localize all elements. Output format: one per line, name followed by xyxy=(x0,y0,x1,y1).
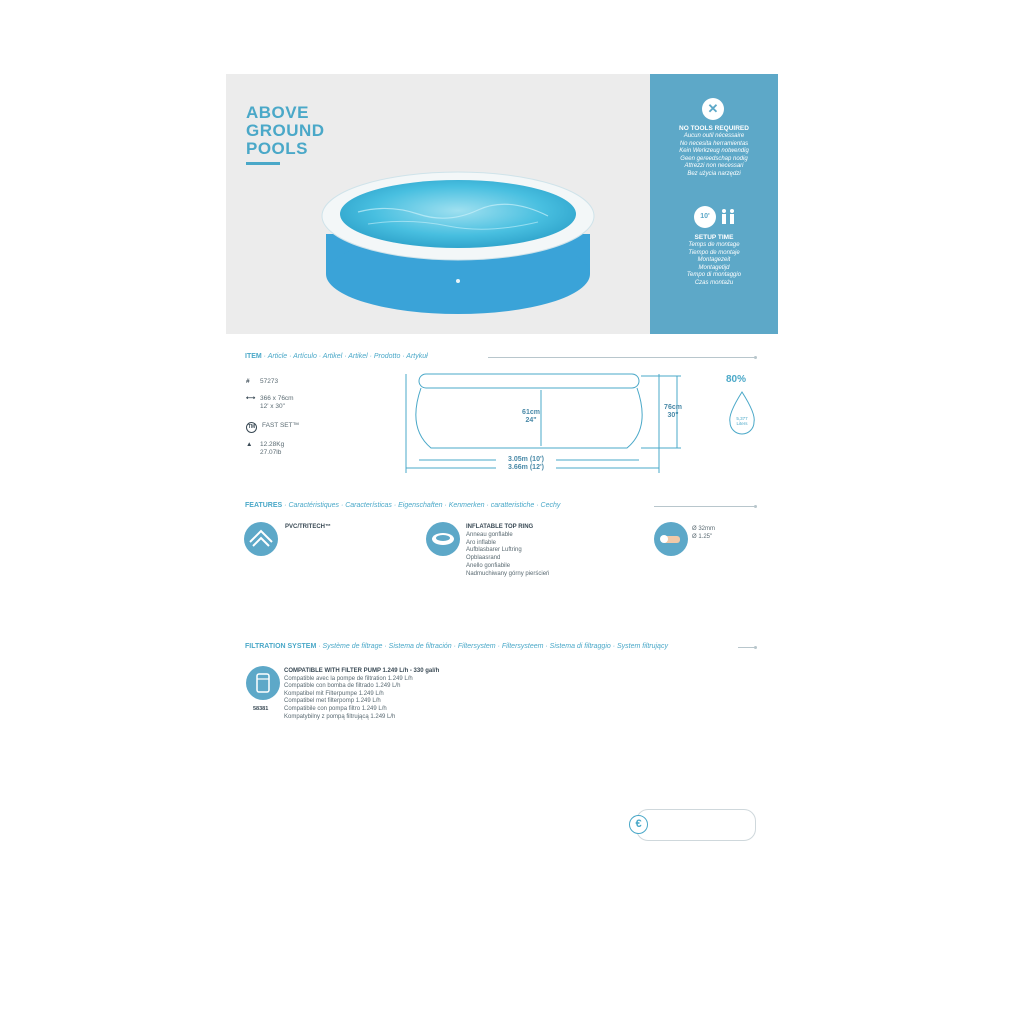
width-labels xyxy=(496,456,556,472)
pool-image xyxy=(318,164,598,324)
inflatable-ring-icon xyxy=(426,522,460,556)
translation-line: Bez użycia narzędzi xyxy=(687,170,741,177)
compatibility-line: Kompatibel mit Filterpumpe 1.249 L/h xyxy=(284,690,384,697)
hash-icon: # xyxy=(246,378,250,385)
hero-title-line: ABOVE xyxy=(246,103,309,122)
no-tools-heading: NO TOOLS REQUIRED xyxy=(679,125,749,132)
no-tools-translations xyxy=(650,133,778,179)
product-sheet xyxy=(226,74,778,830)
compatibility-line: Compatibel met filterpomp 1.249 L/h xyxy=(284,698,381,705)
weight-lb: 27.07lb xyxy=(260,448,282,456)
translation-line: Tiempo de montaje xyxy=(688,249,740,256)
divider-dot xyxy=(754,505,757,508)
feature-heading: INFLATABLE TOP RING xyxy=(466,524,534,530)
size-metric: 366 x 76cm xyxy=(260,395,294,402)
translation-line: No necesita herramientas xyxy=(679,140,749,147)
price-box xyxy=(636,809,756,841)
brand-name: FAST SET™ xyxy=(262,422,300,429)
weight-kg: 12.28Kg xyxy=(260,441,285,448)
translation-line: Tempo di montaggio xyxy=(686,272,742,279)
features-side-panel xyxy=(650,74,778,334)
translation-line: Aucun outil nécessaire xyxy=(683,133,745,139)
inner-height-label xyxy=(516,409,546,425)
hero-title-line: GROUND xyxy=(246,121,325,140)
filtration-section-title xyxy=(245,643,668,650)
euro-icon: € xyxy=(629,815,648,834)
outer-height-cm: 76cm xyxy=(664,404,682,411)
capacity-unit: Liters xyxy=(736,421,748,426)
translation-line: Czas montażu xyxy=(694,279,734,286)
people-icon xyxy=(720,208,736,226)
pump-code: 58381 xyxy=(253,706,269,712)
connector-hose-icon xyxy=(654,522,688,556)
inner-height-in: 24" xyxy=(525,417,537,424)
divider-dot xyxy=(754,646,757,649)
compatibility-heading: COMPATIBLE WITH FILTER PUMP 1.249 L/h - 330 gal/h xyxy=(284,668,440,674)
section-divider xyxy=(488,357,756,358)
size-imperial: 12' x 30" xyxy=(260,402,285,410)
section-title-main: FILTRATION SYSTEM xyxy=(245,643,317,650)
translation-line: Geen gereedschap nodig xyxy=(680,155,748,162)
compatibility-line: Compatibile con pompa filtro 1.249 L/h xyxy=(284,705,387,712)
divider-dot xyxy=(754,356,757,359)
features-section-title xyxy=(245,502,560,509)
hero-banner xyxy=(226,74,650,334)
capacity-volume: 5,377 xyxy=(736,416,748,421)
title-underline xyxy=(246,162,280,165)
capacity-label xyxy=(726,416,758,426)
translation-line: Montagetijd xyxy=(698,264,730,271)
compatibility-line: Compatible avec la pompe de filtration 1.249 L/h xyxy=(284,675,413,682)
item-section-title xyxy=(245,353,428,360)
section-title-translations: · Caractéristiques · Características · Eigenschaften · Kenmerken · caratteristiche · Cechy xyxy=(282,502,561,509)
inner-width: 3.05m (10') xyxy=(508,456,544,463)
compatibility-line: Compatible con bomba de filtrado 1.249 L/h xyxy=(284,683,401,690)
filtration-compatibility xyxy=(284,668,439,721)
feature-line: Aro inflable xyxy=(466,539,497,546)
compatibility-line: Kompatybilny z pompą filtrującą 1.249 L/h xyxy=(284,713,396,720)
feature-connector-size xyxy=(692,526,715,542)
item-number: 57273 xyxy=(260,378,279,385)
translation-line: Montagezeit xyxy=(697,257,731,264)
section-title-translations: · Système de filtrage · Sistema de filtración · Filtersystem · Filtersysteem · Sistema di filtraggio · System filtrujący xyxy=(316,643,668,650)
pvc-tritech-icon xyxy=(244,522,278,556)
outer-height-in: 30" xyxy=(667,412,679,419)
weight-icon: ▲ xyxy=(246,441,253,448)
section-divider xyxy=(654,506,756,507)
clock-icon: 10' xyxy=(694,206,716,228)
outer-width: 3.66m (12') xyxy=(508,464,544,471)
item-number-row xyxy=(246,378,278,386)
wrench-icon: ✕ xyxy=(702,98,724,120)
trademark-icon: TM xyxy=(246,422,257,433)
feature-line: Ø 1.25" xyxy=(692,533,713,540)
setup-time-heading: SETUP TIME xyxy=(694,234,734,241)
dimensions-icon: ⟷ xyxy=(246,395,256,402)
capacity-percent: 80% xyxy=(726,374,747,385)
feature-inflatable-ring xyxy=(466,524,549,579)
item-size-row xyxy=(246,395,294,410)
feature-line: Nadmuchiwany górny pierścień xyxy=(466,570,550,577)
translation-line: Attrezzi non necessari xyxy=(684,163,744,170)
feature-line: Anneau gonflable xyxy=(466,531,513,538)
translation-line: Temps de montage xyxy=(688,242,740,248)
setup-time-translations xyxy=(650,242,778,288)
hero-title-line: POOLS xyxy=(246,139,309,158)
feature-heading: PVC/TRITECH™ xyxy=(285,524,332,530)
section-title-main: ITEM xyxy=(245,353,262,360)
inner-height-cm: 61cm xyxy=(522,409,540,416)
translation-line: Kein Werkzeug notwendig xyxy=(679,148,749,155)
hero-title xyxy=(246,104,366,158)
feature-line: Aufblasbarer Luftring xyxy=(466,547,522,554)
water-drop-icon xyxy=(726,390,758,436)
feature-line: Opblaasrand xyxy=(466,555,501,562)
item-brand-row xyxy=(246,422,299,433)
feature-line: Ø 32mm xyxy=(692,526,716,532)
section-title-translations: · Article · Artículo · Artikel · Artikel · Prodotto · Artykuł xyxy=(261,353,428,360)
feature-pvc xyxy=(285,524,331,532)
outer-height-label xyxy=(658,404,688,420)
item-weight-row xyxy=(246,441,284,456)
feature-line: Anello gonfiabile xyxy=(466,562,511,569)
section-title-main: FEATURES xyxy=(245,502,283,509)
filter-pump-icon xyxy=(246,666,280,700)
